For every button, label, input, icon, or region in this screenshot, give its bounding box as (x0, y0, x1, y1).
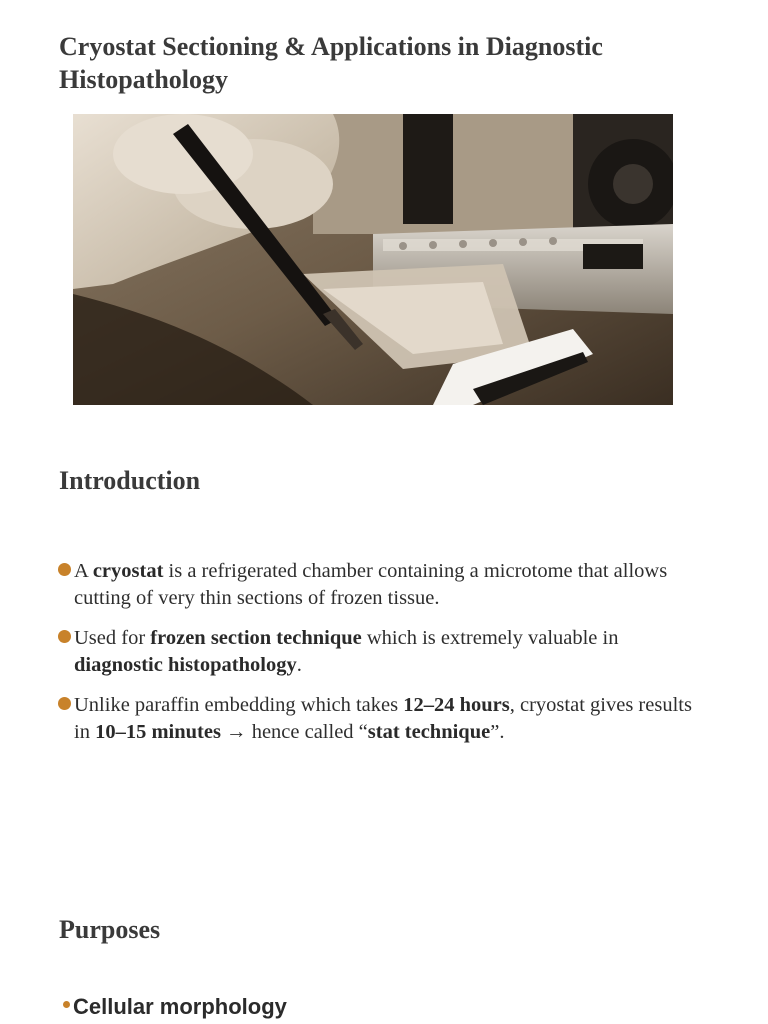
bold-term: 12–24 hours (403, 694, 510, 716)
bold-term: diagnostic histopathology (74, 654, 297, 676)
introduction-bullet (58, 558, 708, 612)
bullet-text: which is extremely valuable in (361, 627, 619, 649)
bullet-text: , cryostat gives results in (74, 694, 692, 743)
bold-term: stat technique (367, 721, 491, 743)
bullet-dot-icon (58, 630, 71, 643)
introduction-bullet (58, 625, 708, 679)
purpose-item (63, 993, 287, 1021)
bullet-text: A (74, 560, 93, 582)
bold-term: 10–15 minutes (95, 721, 221, 743)
introduction-heading: Introduction (59, 466, 201, 495)
bullet-text: is a refrigerated chamber containing a microtome that allows cutting of very thin sections of frozen tissue. (74, 560, 668, 609)
bold-term: frozen section technique (150, 627, 362, 649)
bullet-text: → hence called “ (220, 721, 368, 743)
bullet-text: . (296, 654, 302, 676)
cryostat-photo (73, 114, 673, 405)
bullet-dot-icon (58, 697, 71, 710)
page-title: Cryostat Sectioning & Applications in Diagnostic Histopathology (59, 32, 603, 94)
bullet-dot-icon (58, 563, 71, 576)
introduction-bullet (58, 692, 708, 746)
bold-term: cryostat (92, 560, 164, 582)
bullet-text: Unlike paraffin embedding which takes (74, 694, 404, 716)
introduction-bullet-list (58, 558, 708, 759)
bullet-text: ”. (490, 721, 505, 743)
bullet-dot-icon (63, 1001, 70, 1008)
bullet-text: Used for (74, 627, 151, 649)
purpose-item-label: Cellular morphology (73, 994, 287, 1019)
purposes-heading: Purposes (59, 915, 161, 944)
